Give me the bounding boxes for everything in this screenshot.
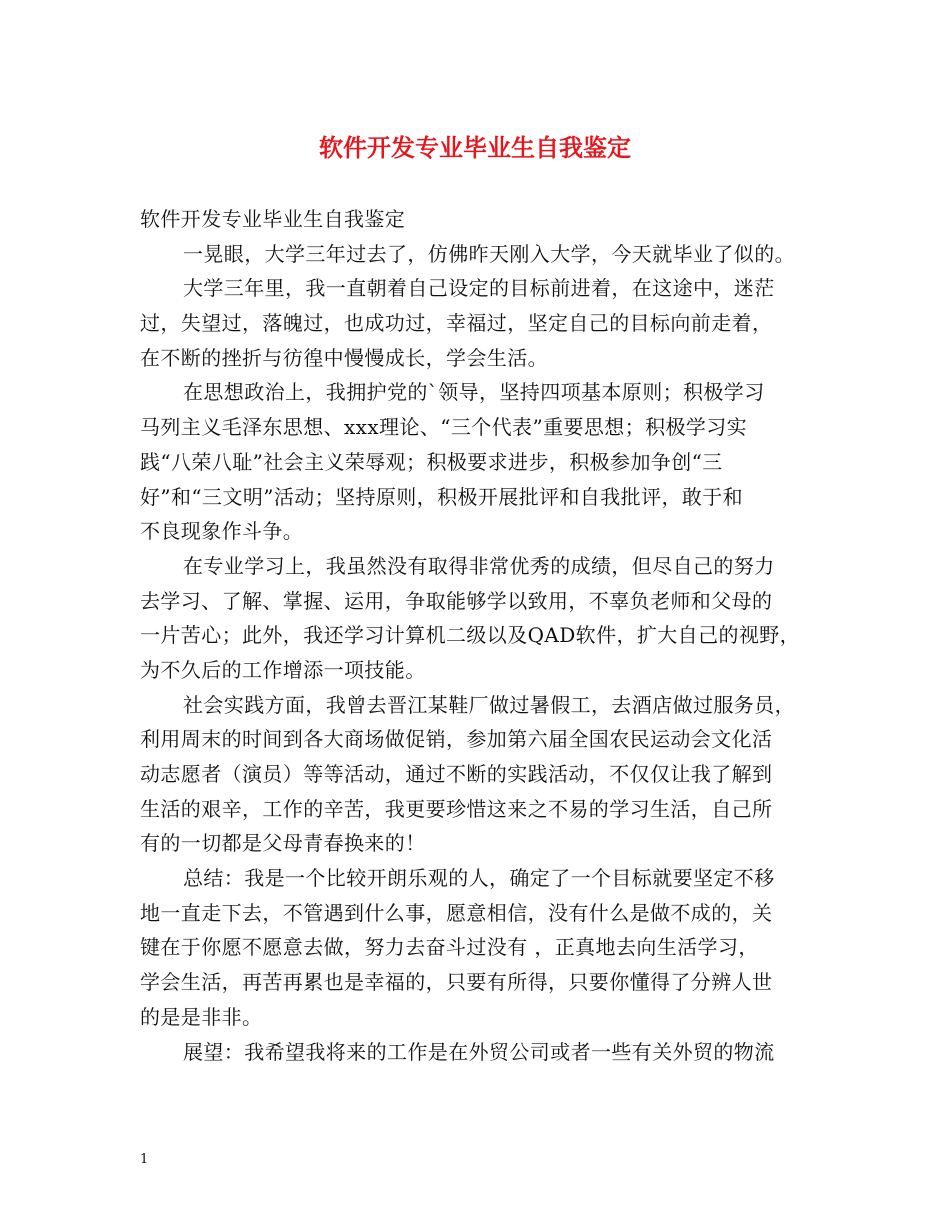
document-body xyxy=(140,202,830,1069)
body-line: 生活的艰辛，工作的辛苦，我更要珍惜这来之不易的学习生活，自己所 xyxy=(140,796,773,821)
body-line: 一晃眼，大学三年过去了，仿佛昨天刚入大学，今天就毕业了似的。 xyxy=(183,241,795,266)
body-line: 社会实践方面，我曾去晋江某鞋厂做过暑假工，去酒店做过服务员， xyxy=(183,692,795,717)
body-line: 在思想政治上，我拥护党的`领导，坚持四项基本原则；积极学习 xyxy=(183,380,765,405)
body-line: 在不断的挫折与彷徨中慢慢成长，学会生活。 xyxy=(140,345,548,370)
body-line: 的是是非非。 xyxy=(140,1004,263,1029)
body-line: 大学三年里，我一直朝着自己设定的目标前进着，在这途中，迷茫 xyxy=(183,276,775,301)
body-line: 马列主义毛泽东思想、xxx理论、“三个代表”重要思想；积极学习实 xyxy=(140,415,748,440)
body-line: 总结：我是一个比较开朗乐观的人，确定了一个目标就要坚定不移 xyxy=(183,866,775,891)
body-line: 过，失望过，落魄过，也成功过，幸福过，坚定自己的目标向前走着， xyxy=(140,311,773,336)
body-line: 动志愿者（演员）等等活动，通过不断的实践活动，不仅仅让我了解到 xyxy=(140,762,773,786)
body-line: 有的一切都是父母青春换来的！ xyxy=(140,831,426,856)
page-number: 1 xyxy=(140,1152,149,1167)
body-line: 为不久后的工作增添一项技能。 xyxy=(140,657,426,682)
body-line: 一片苦心；此外，我还学习计算机二级以及QAD软件，扩大自己的视野， xyxy=(140,623,801,648)
body-line: 学会生活，再苦再累也是幸福的，只要有所得，只要你懂得了分辨人世 xyxy=(140,970,773,995)
body-line: 键在于你愿不愿意去做，努力去奋斗过没有 ，正真地去向生活学习， xyxy=(140,935,759,960)
document-title: 软件开发专业毕业生自我鉴定 xyxy=(319,133,631,162)
body-line: 不良现象作斗争。 xyxy=(140,519,304,544)
body-line: 去学习、了解、掌握、运用，争取能够学以致用，不辜负老师和父母的 xyxy=(140,588,773,613)
body-line: 好”和“三文明”活动；坚持原则，积极开展批评和自我批评，敢于和 xyxy=(140,484,744,509)
body-line: 展望：我希望我将来的工作是在外贸公司或者一些有关外贸的物流 xyxy=(183,1039,775,1064)
body-line: 地一直走下去，不管遇到什么事，愿意相信，没有什么是做不成的，关 xyxy=(140,900,773,925)
body-line: 软件开发专业毕业生自我鉴定 xyxy=(140,207,406,231)
body-line: 在专业学习上，我虽然没有取得非常优秀的成绩，但尽自己的努力 xyxy=(183,553,775,578)
body-line: 践“八荣八耻”社会主义荣辱观；积极要求进步，积极参加争创“三 xyxy=(140,449,723,474)
body-line: 利用周末的时间到各大商场做促销，参加第六届全国农民运动会文化活 xyxy=(140,727,773,752)
